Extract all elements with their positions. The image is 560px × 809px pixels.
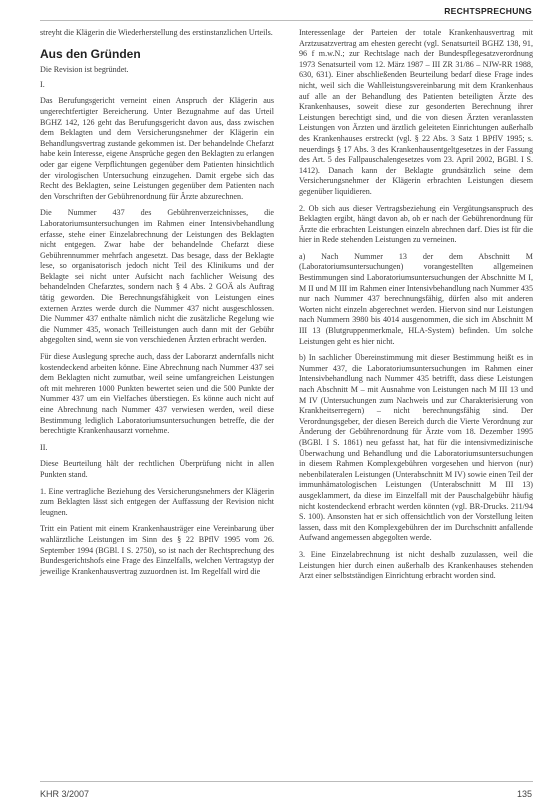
body-paragraph: Das Berufungsgericht verneint einen Anspruch der Klägerin aus ungerechtfertigter Bereicherung. Unter Bezugnahme auf das Urteil BGHZ 142, 126 geht das Berufungsgericht davon aus, dass zwischen dem Beklagten und dem Versicherungsnehmer der Klägerin ein Behandlungsvertrag zustande gekommen ist. Der behandelnde Chefarzt habe kein Interesse, eigene Ansprüche gegen den Beklagten zu erlangen oder gar eigene Verpflichtungen gegenüber dem Patienten hinsichtlich der virologischen Untersuchung einzugehen. Damit ergebe sich das Recht des Beklagten, seine Leistungen gegenüber dem Patienten nach den Vorschriften der Gebührenordnung für Ärzte abzurechnen. xyxy=(40,96,274,201)
body-paragraph: Interessenlage der Parteien der totale Krankenhausvertrag mit Arztzusatzvertrag am ehesten gerecht (vgl. Senatsurteil BGHZ 138, 91, 96 f m.w.N.; zur Rechtslage nach der Bundespflegesatzverordnung 1973 Senatsurteil vom 12. März 1987 – III ZR 31/86 – NJW-RR 1988, 630, 631). Einer abschließenden Beurteilung bedarf diese Frage indes nicht, weil sich die Wahlleistungsvereinbarung mit dem Krankenhaus auf alle an der Behandlung des Patienten beteiligten Ärzte des Krankenhauses, soweit diese zur gesonderten Berechnung ihrer Leistungen berechtigt sind, und die von diesen Ärzten veranlassten Leistungen von Ärzten und ärztlich geleiteten Einrichtungen außerhalb des Krankenhauses erstreckt (vgl. § 22 Abs. 3 Satz 1 BPflV 1995; s. neuerdings § 17 Abs. 3 des Krankenhausentgeltgesetzes in der Fassung des Art. 5 des Fallpauschalengesetzes vom 23. April 2002, BGBl. I S. 1412). Danach kann der Beklagte grundsätzlich seine dem Versicherungsnehmer der Klägerin erbrachten Leistungen diesem gegenüber liquidieren. xyxy=(299,28,533,196)
journal-citation: KHR 3/2007 xyxy=(40,789,90,799)
body-paragraph: Für diese Auslegung spreche auch, dass der Laborarzt andernfalls nicht kostendeckend arbeiten könne. Eine Abrechnung nach Nummer 437 sei dem Beklagten nicht zumutbar, weil seine umfangreichen Leistungen oft mit mehreren 1000 Punkten bewertet seien und die 500 Punkte der Nummer 437 um ein Vielfaches überstiegen. Es könne auch nicht auf eine Abrechnung nach Nummer 437 verwiesen werden, weil diese Bestimmung lediglich Laboratoriumsuntersuchungen betreffe, die der berechtigte Krankenhausarzt vornehme. xyxy=(40,352,274,436)
section-numeral-2: II. xyxy=(40,442,48,452)
body-paragraph: 2. Ob sich aus dieser Vertragsbeziehung ein Vergütungsanspruch des Beklagten ergibt, hängt davon ab, ob er nach der Gebührenordnung für Ärzte die erbrachten Leistungen einzeln abrechnen darf. Dies ist für die hier in Rede stehenden Leistungen zu verneinen. xyxy=(299,203,533,245)
page-number: 135 xyxy=(516,789,532,799)
body-paragraph: Die Nummer 437 des Gebührenverzeichnisses, die Laboratoriumsuntersuchungen im Rahmen einer Intensivbehandlung erfasse, stehe einer Einzelabrechnung der Leistungen des Beklagten nicht entgegen. Zwar habe der behandelnde Chefarzt diese Gebührennummer mehrfach angesetzt. Das besage, dass der Beklagte lese, so organisatorisch jedoch nicht Teil des Klinikums und der Beklagte sei nicht unter Aufsicht nach fachlicher Weisung des behandelnden Chefarztes, sondern nach § 4 Abs. 2 GOÄ als Auftrag tätig geworden. Die Berechnungsfähigkeit von Leistungen eines externen Arztes werde durch die Nummer 437 nicht ausgeschlossen. Die Nummer 437 enthalte nämlich nicht die zusätzliche Regelung wie die Nummer 435, wonach Teilleistungen auch dann mit der Gebühr abgegolten sind, wenn sie von verschiedenen Ärzten erbracht werden. xyxy=(40,208,274,345)
body-paragraph: Tritt ein Patient mit einem Krankenhausträger eine Vereinbarung über wahlärztliche Leistungen im Sinn des § 22 BPflV 1995 vom 26. September 1994 (BGBl. I S. 2750), so ist nach der Rechtsprechung des Bundesgerichtshofs eine Frage des Einzelfalls, welchen Vertragstyp der jeweilige Krankenhausvertrag zuzuordnen ist. Im Regelfall wird die xyxy=(40,524,274,576)
intro-paragraph: streyht die Klägerin die Wiederherstellung des erstinstanzlichen Urteils. xyxy=(40,28,273,37)
page-header xyxy=(0,0,560,24)
body-paragraph: 3. Eine Einzelabrechnung ist nicht deshalb zuzulassen, weil die Leistungen hier durch einen außerhalb des Krankenhauses stehenden Arzt einer selbstständigen Einrichtung erbracht worden sind. xyxy=(299,549,533,581)
section-heading: Aus den Gründen xyxy=(40,46,141,61)
body-paragraph: Diese Beurteilung hält der rechtlichen Überprüfung nicht in allen Punkten stand. xyxy=(40,459,274,479)
body-paragraph: b) In sachlicher Übereinstimmung mit dieser Bestimmung heißt es in Nummer 437, die Laboratoriumsuntersuchungen im Rahmen einer Intensivbehandlung nach Nummer 435 betrifft, dass diese Leistungen nach Abschnitt M – mit Ausnahme von Leistungen nach M III 13 und M IV (Untersuchungen zum Nachweis und zur Charakterisierung von Krankheitserregern) – nicht berechnungsfähig sind. Der Verordnungsgeber, der diesen Bereich durch die Vierte Verordnung zur Änderung der Gebührenordnung für Ärzte vom 18. Dezember 1995 (BGBl. I S. 1861) neu gefasst hat, hat für die intensivmedizinische Überwachung und Behandlung und die Laboratoriumsuntersuchungen in diesem Rahmen Komplexgebühren vorgesehen und hiervon (nur) nebenbilateralen Leistungen (Unterabschnitt M IV) sowie einen Teil der immunhämatologischen Leistungen (Unterabschnitt M III 13) ausgeklammert, da diese im Einzelfall mit der Pauschalgebühr häufig nicht kostendeckend erbracht werden könnten (vgl. BR-Drucks. 211/94 S. 100). Ansonsten hat er sich offensichtlich von der Vorstellung leiten lassen, dass mit den Komplexgebühren der im Durchschnitt anfallende Aufwand angemessen abgegolten werde. xyxy=(299,353,533,543)
section-numeral-1: I. xyxy=(40,79,45,89)
right-column xyxy=(299,28,533,588)
revision-statement: Die Revision ist begründet. xyxy=(40,65,129,75)
body-paragraph: a) Nach Nummer 13 der dem Abschnitt M (Laboratoriumsuntersuchungen) vorangestellten allgemeinen Bestimmungen sind Laboratoriumsuntersuchungen der Abschnitte M I, M II und M III im Rahmen einer Intensivbehandlung nach Nummer 435 nur nach Nummer 437 berechnungsfähig, dürfen also mit anderen Worten nicht einzeln abgerechnet werden. Hiervon sind nur Leistungen nach Nummern 3980 bis 4014 ausgenommen, die sich im Abschnitt M III 13 (Blutgruppenmerkmale, HLA-System) befinden. Um solche Leistungen geht es hier nicht. xyxy=(299,251,533,346)
header-divider xyxy=(40,20,533,21)
footer-divider xyxy=(40,781,533,782)
body-paragraph: 1. Eine vertragliche Beziehung des Versicherungsnehmers der Klägerin zum Beklagten lässt sich entgegen der Auffassung der Revision nicht leugnen. xyxy=(40,486,274,517)
page-footer xyxy=(0,781,560,809)
section-title: RECHTSPRECHUNG xyxy=(444,6,532,16)
left-column xyxy=(40,28,274,583)
